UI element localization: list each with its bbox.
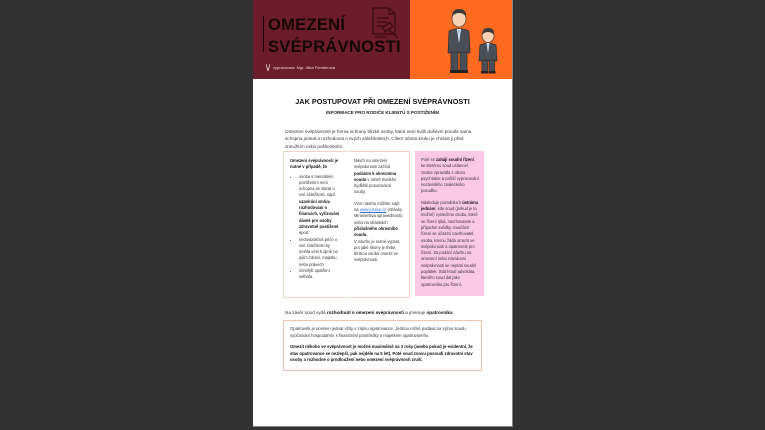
two-people-illustration [440,7,505,75]
text: . [452,310,454,315]
bold-text: zahájí soudní řízení [436,157,474,162]
logo-mark-icon [266,64,270,71]
header-illustration-panel [410,0,512,79]
column-when-needed [283,151,347,298]
text: a jmenuje [403,310,427,315]
sub-heading: INFORMACE PRO RODIČE KLIENTŮ S POSTIŽENÍM [325,110,440,115]
filing-paragraph [354,158,403,196]
title-line-2: SVÉPRÁVNOSTI [268,38,401,56]
text: v místě trvalého bydliště posuzované osoby. [354,176,397,195]
list-item [299,174,341,237]
template-paragraph [354,201,403,264]
text: Návrh na omezení svéprávnosti začíná [354,158,391,170]
header-title-panel [253,0,410,79]
text: Následuje pozvánka k [421,199,463,205]
bold-text: podáním k okresnímu soudu [354,170,397,182]
list-item [299,268,341,281]
hearing-paragraph [421,200,479,288]
text: . [366,232,368,238]
column-filing [348,151,410,298]
author-line [266,64,335,71]
bold-text: příslušného okresního soudu [354,225,398,238]
column-lead: Omezení svéprávnosti je nutné v případě, že [290,158,339,170]
list-item-bold: uzavírání smluv, rozhodování o financích, vyřizování dávek pro osoby zdravotně postižené [299,198,340,229]
guardian-info-box [283,320,482,371]
guardian-duty-paragraph: Opatrovník je povinen jednat vždy v zájmu opatrovance. Jednou ročně podává na výzvu soudu vyúčtování hospodaření s finančními prostředky a majetkem opatrovaného. [290,326,466,338]
bold-text: ústnímu jednání [421,199,479,212]
criteria-list [290,174,341,281]
title-line-1: OMEZENÍ [268,16,346,34]
intro-paragraph: Omezení svéprávnosti je forma ochrany blízké osoby, která není kvůli duševní poruše sama schopna jednat a rozhodovat o svých záležitostech. Cílem tohoto kroku je chránit ji před zneužitím nebo poškozením. [285,129,472,149]
conclusion-line [285,310,485,315]
text: , kde soud (pokud je to možné) vyslechne osobu, které se řízení týká, navrhovatele a případné svědky. Součástí řízení se účastní navrhovatel, osoba, kterou žádá omezit ve svéprávnosti a opatrovník pro řízení. Za podání návrhu na omezení nebo navrácení svéprávnosti se neplatí soudní poplatek. Stát hradí advokáta, kterého soud dal jako opatrovníka pro řízení. [421,206,478,287]
list-item-text: mírnější opatření selhala. [299,268,330,280]
justice-link[interactable]: www.justice.cz [359,207,387,213]
list-item-text: nedostatečná péče o své záležitosti by mohla vést k újmě na jejím zdraví, majetku nebo právech [299,236,338,267]
text: Na závěr soud vydá [285,310,327,315]
text: (stránky Ministerstva spravedlnosti) nebo na stránkách [354,207,403,225]
main-heading: JAK POSTUPOVAT PŘI OMEZENÍ SVÉPRÁVNOSTI [295,97,470,106]
list-item-text: apod. [299,230,310,236]
text: V návrhu je nutné vypsat, pro jaké úkony je třeba blízkou osobu omezit ve svéprávnosti. [354,238,401,263]
text: , ke kterému soud ustanoví znalce zpravidla z oboru psychiatrie a nařídí vypracování nezávislého znaleckého posudku. [421,157,479,194]
bold-text: rozhodnutí o omezení svéprávnosti [326,310,404,315]
list-item-text: osoba s mentálním postižením není schopna se starat o své záležitosti, např. [299,173,337,198]
proceedings-paragraph [421,157,479,195]
column-proceedings [415,151,484,296]
title-accent-bar [263,16,264,52]
text: Poté se [421,157,437,162]
author-text: vypracovala: Mgr. Jitka Förstterová [273,65,336,70]
duration-paragraph: Omezit někoho ve svéprávnost je možné maximálně na 3 roky (anebo pokud je evidentní, že stav opatrovance se nezlepší, pak nejdéle na 5 let). Poté soud znovu posoudí zdravotní stav osoby a rozhodne o prodloužení nebo omezení svéprávnosti zruší. [290,344,473,363]
list-item [299,237,341,268]
header-banner [253,0,512,79]
document-page [253,0,513,427]
text: Vzor návrhu můžete najít na [354,200,400,213]
bold-text: opatrovníka [426,310,453,315]
document-gavel-icon [367,6,403,40]
